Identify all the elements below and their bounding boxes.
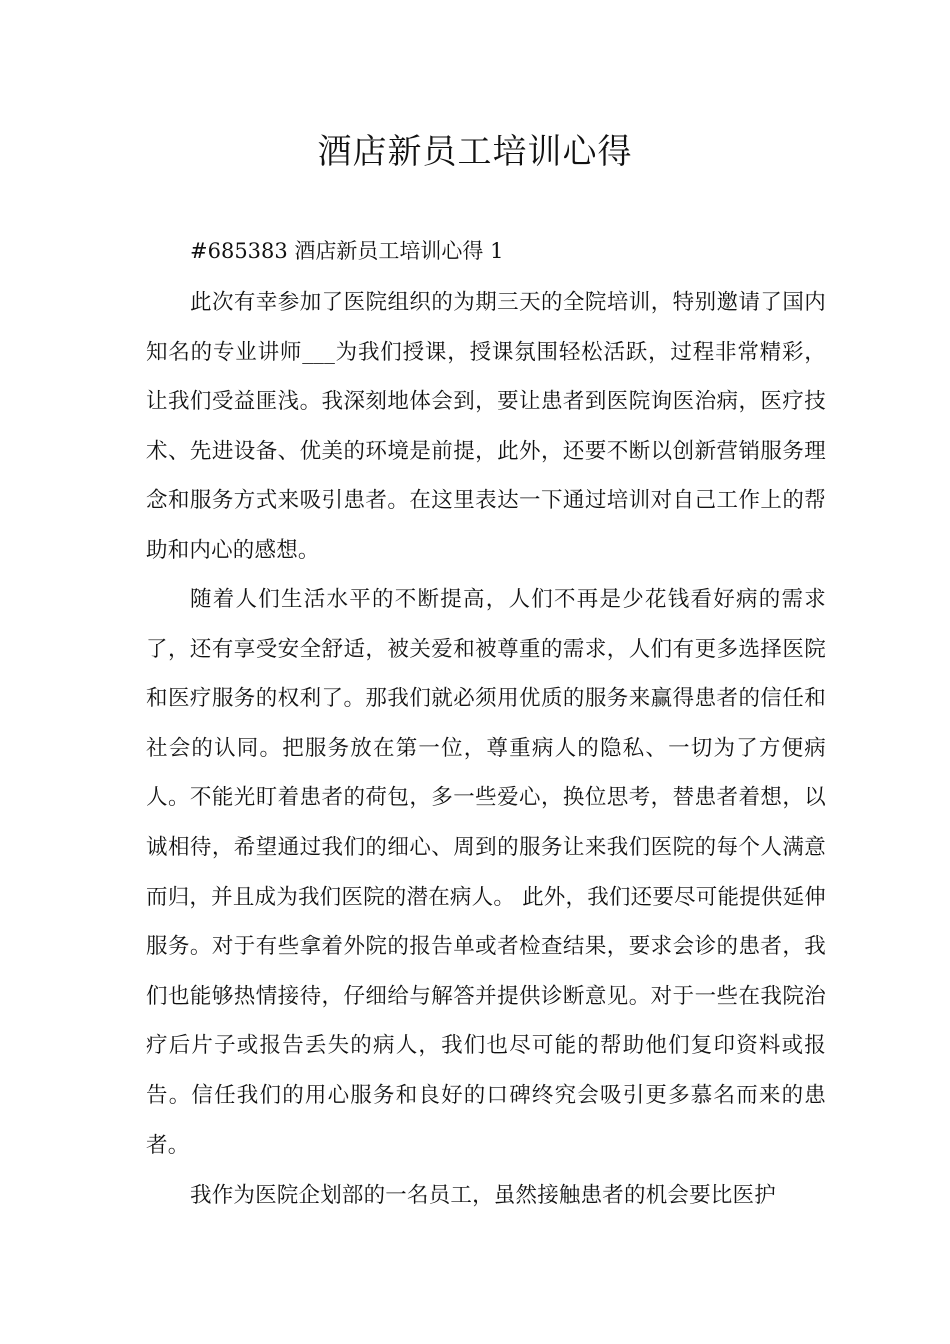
paragraph-3: 我作为医院企划部的一名员工，虽然接触患者的机会要比医护: [190, 1183, 776, 1208]
paragraph-1: 此次有幸参加了医院组织的为期三天的全院培训，特别邀请了国内知名的专业讲师___为我们授课，授课氛围轻松活跃，过程非常精彩，让我们受益匪浅。我深刻地体会到，要让患者到医院询医治病，医疗技术、先进设备、优美的环境是前提，此外，还要不断以创新营销服务理念和服务方式来吸引患者。在这里表达一下通过培训对自己工作上的帮助和内心的感想。: [146, 290, 826, 563]
paragraph-2: 随着人们生活水平的不断提高，人们不再是少花钱看好病的需求了，还有享受安全舒适，被关爱和被尊重的需求，人们有更多选择医院和医疗服务的权利了。那我们就必须用优质的服务来赢得患者的信任和社会的认同。把服务放在第一位，尊重病人的隐私、一切为了方便病人。不能光盯着患者的荷包，多一些爱心，换位思考，替患者着想，以诚相待，希望通过我们的细心、周到的服务让来我们医院的每个人满意而归，并且成为我们医院的潜在病人。 此外，我们还要尽可能提供延伸服务。对于有些拿着外院的报告单或者检查结果，要求会诊的患者，我们也能够热情接待，仔细给与解答并提供诊断意见。对于一些在我院治疗后片子或报告丢失的病人，我们也尽可能的帮助他们复印资料或报告。信任我们的用心服务和良好的口碑终究会吸引更多慕名而来的患者。: [146, 587, 826, 1158]
document-title: 酒店新员工培训心得: [317, 132, 633, 172]
document-subtitle: #685383 酒店新员工培训心得 1: [190, 239, 504, 263]
